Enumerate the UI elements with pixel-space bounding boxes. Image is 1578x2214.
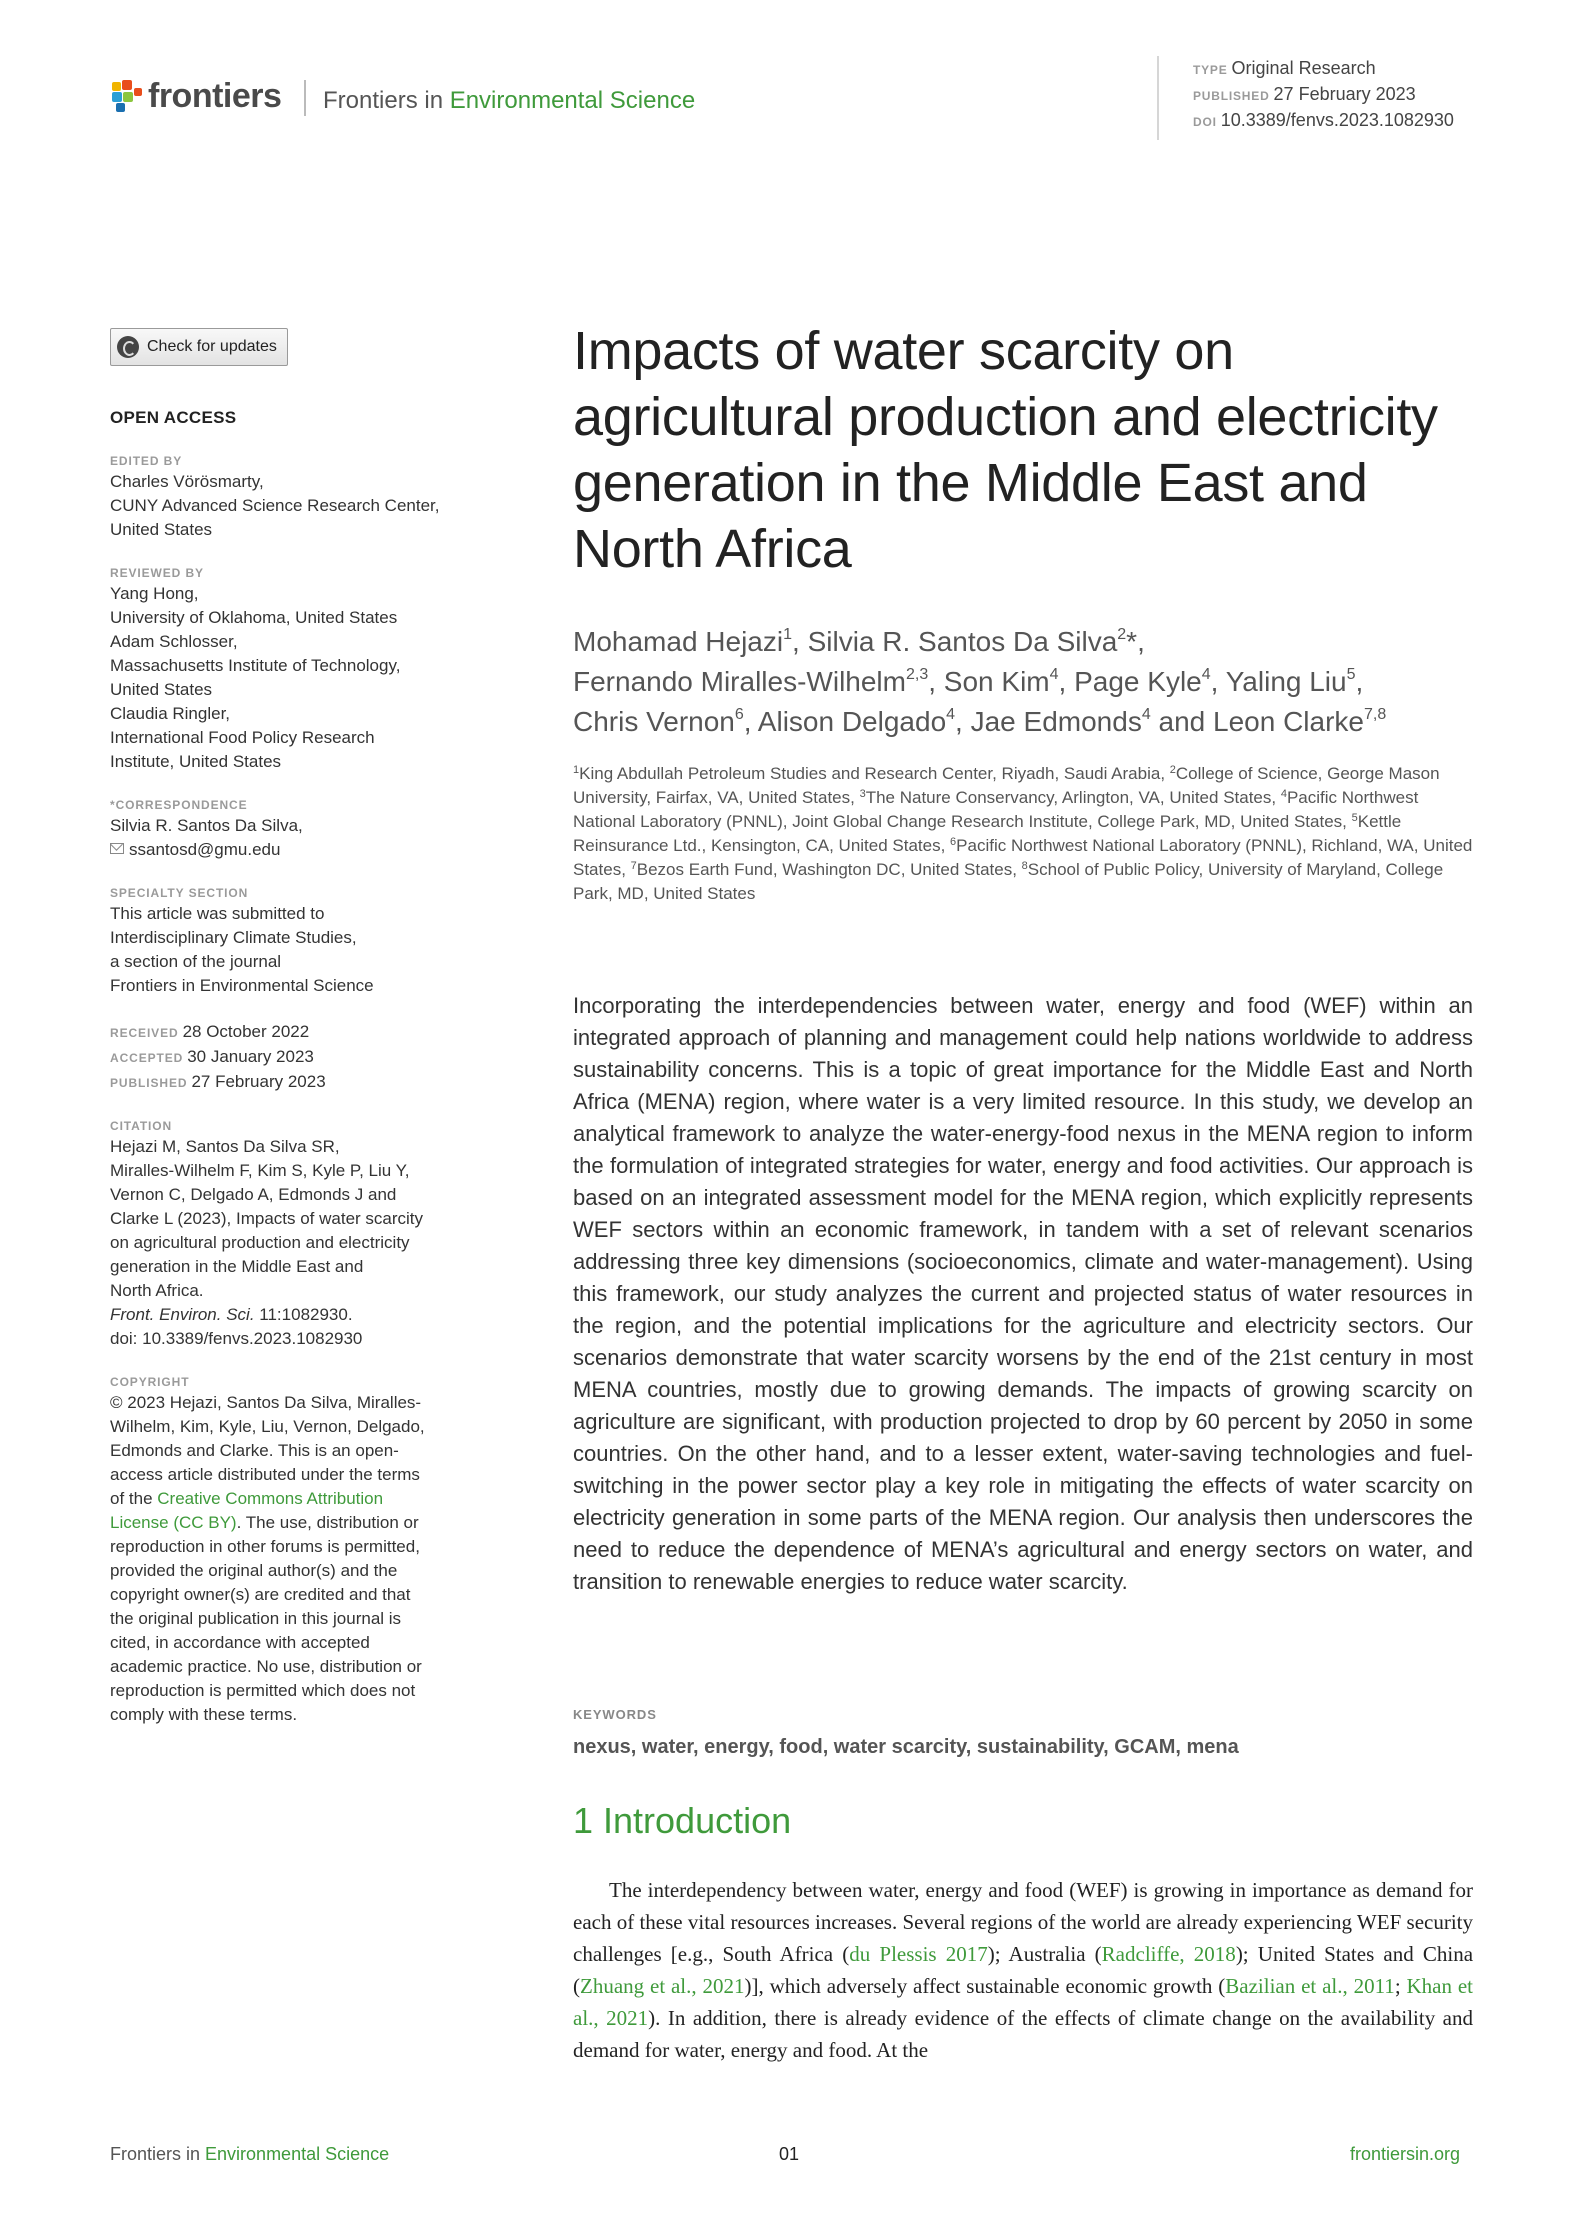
affiliation-number: 3 <box>859 788 866 800</box>
keywords-label: KEYWORDS <box>573 1707 657 1722</box>
citation-link[interactable]: du Plessis 2017 <box>849 1942 988 1966</box>
citation-journal-row <box>110 1303 480 1327</box>
author-name[interactable]: Silvia R. Santos Da Silva <box>807 626 1118 657</box>
article-title: Impacts of water scarcity on agricultural production and electricity generation in the Middle East and North Africa <box>573 321 1438 579</box>
affiliation-text: School of Public Policy, University of Maryland, College Park, MD, United States <box>573 860 1444 903</box>
dates-block <box>110 1020 480 1095</box>
author-affiliation-marker: 4 <box>1049 666 1059 683</box>
author-affiliation-marker: 5 <box>1346 666 1356 683</box>
intro-text: The interdependency between water, energy and food (WEF) is growing in importance as demand for each of these vital resources increases. Several regions of the world are already experiencing WEF security challenges [e.g., South Africa ( <box>573 1878 1473 1966</box>
citation-link[interactable]: Bazilian et al., 2011 <box>1225 1974 1395 1998</box>
affiliation-number: 5 <box>1351 812 1358 824</box>
correspondence-email-row[interactable] <box>110 838 480 862</box>
frontiers-logo-icon[interactable] <box>110 80 144 114</box>
author-separator: , <box>928 666 944 697</box>
abstract: Incorporating the interdependencies between water, energy and food (WEF) within an integrated approach of planning and management could help nations worldwide to address sustainability concerns. This is a topic of great importance for the Middle East and North Africa (MENA) region, where water is a very limited resource. In this study, we develop an analytical framework to analyze the water-energy-food nexus in the MENA region to inform the formulation of integrated strategies for water, energy and food activities. Our approach is based on an integrated assessment model for the MENA region, which explicitly represents WEF sectors within an economic framework, in tandem with a set of relevant scenarios addressing three key dimensions (socioeconomics, climate and water-management). Using this framework, our study analyzes the current and projected status of water resources in the region, and the potential implications for the agriculture and electricity sectors. Our scenarios demonstrate that water scarcity worsens by the end of the 21st century in most MENA countries, mostly due to growing demands. The impacts of growing scarcity on agriculture are significant, with production projected to drop by 60 percent by 2050 in some countries. On the other hand, and to a lesser extent, water-saving technologies and fuel-switching in the power sector play a key role in mitigating the effects of water scarcity on electricity generation in some parts of the MENA region. Our analysis then underscores the need to reduce the dependence of MENA’s agricultural and energy sectors on water, and transition to renewable energies to reduce water scarcity. <box>573 993 1473 1594</box>
specialty-section-label: SPECIALTY SECTION <box>110 886 249 900</box>
correspondence-name: Silvia R. Santos Da Silva, <box>110 816 303 835</box>
meta-type-label: TYPE <box>1193 63 1228 77</box>
author-separator: and <box>1150 706 1214 737</box>
intro-text: ); Australia ( <box>987 1942 1102 1966</box>
accepted-row <box>110 1045 480 1070</box>
author-affiliation-marker: 6 <box>734 706 744 723</box>
copyright-label: COPYRIGHT <box>110 1375 190 1389</box>
copyright-text-part-1: © 2023 Hejazi, Santos Da Silva, Miralles- Wilhelm, Kim, Kyle, Liu, Vernon, Delgado, Edmonds and Clarke. This is an open- access article distributed under the terms of the <box>110 1393 425 1508</box>
reviewed-by-label: REVIEWED BY <box>110 566 204 580</box>
accepted-label: ACCEPTED <box>110 1051 184 1065</box>
affiliation-text: Pacific Northwest National Laboratory (PNNL), Joint Global Change Research Institute, College Park, MD, United States, <box>573 788 1419 831</box>
affiliations <box>573 762 1473 906</box>
cc-license-link[interactable]: Creative Commons Attribution License (CC BY) <box>110 1489 384 1532</box>
footer-journal[interactable] <box>110 2144 389 2165</box>
correspondence-email[interactable]: ssantosd@gmu.edu <box>129 840 281 859</box>
author-separator: , <box>1355 666 1364 697</box>
author-name[interactable]: Son Kim <box>943 666 1050 697</box>
received-row <box>110 1020 480 1045</box>
author-separator: , <box>792 626 808 657</box>
reviewed-by-text: Yang Hong, University of Oklahoma, United States Adam Schlosser, Massachusetts Institute of Technology, United States Claudia Ringler, International Food Policy Research Institute, United States <box>110 584 401 771</box>
author-list <box>573 622 1473 742</box>
author-affiliation-marker: 7,8 <box>1364 706 1387 723</box>
header-divider <box>304 80 306 116</box>
citation-link[interactable]: Khan et al., 2021 <box>573 1974 1473 2030</box>
accepted-value: 30 January 2023 <box>187 1047 314 1066</box>
author-separator: , <box>743 706 758 737</box>
citation-volume: 11:1082930. <box>254 1305 353 1324</box>
intro-text: ). In addition, there is already evidence of the effects of climate change on the availability and demand for water, energy and food. At the <box>573 2006 1473 2062</box>
affiliation-text: King Abdullah Petroleum Studies and Research Center, Riyadh, Saudi Arabia, <box>579 764 1170 783</box>
intro-text: )], which adversely affect sustainable economic growth ( <box>744 1974 1226 1998</box>
author-name[interactable]: Alison Delgado <box>757 706 947 737</box>
check-for-updates-button[interactable] <box>110 328 288 366</box>
intro-text: ; <box>1394 1974 1407 1998</box>
article-sidebar <box>110 328 480 1727</box>
meta-type <box>1193 56 1454 82</box>
citation-text: Hejazi M, Santos Da Silva SR, Miralles-Wilhelm F, Kim S, Kyle P, Liu Y, Vernon C, Delgado A, Edmonds J and Clarke L (2023), Impacts of water scarcity on agricultural production and electricity generation in the Middle East and North Africa. <box>110 1137 424 1300</box>
author-separator: , <box>1058 666 1075 697</box>
frontiers-logo-text[interactable]: frontiers <box>148 77 282 115</box>
author-affiliation-marker: 4 <box>1141 706 1151 723</box>
meta-published <box>1193 82 1454 108</box>
author-separator: , <box>955 706 971 737</box>
meta-published-value: 27 February 2023 <box>1273 84 1416 104</box>
introduction-heading: 1 Introduction <box>573 1800 792 1841</box>
author-affiliation-marker: 2 <box>1117 626 1127 643</box>
keywords: nexus, water, energy, food, water scarcity, sustainability, GCAM, mena <box>573 1736 1239 1758</box>
article-meta <box>1157 56 1454 140</box>
author-separator: *, <box>1126 626 1145 657</box>
author-name[interactable]: Yaling Liu <box>1225 666 1347 697</box>
intro-text: ); United States and China ( <box>573 1942 1474 1998</box>
citation-block <box>110 1135 480 1351</box>
author-affiliation-marker: 4 <box>1201 666 1211 683</box>
citation-journal: Front. Environ. Sci. <box>110 1305 255 1324</box>
copyright-text <box>110 1391 480 1727</box>
affiliation-number: 7 <box>630 860 637 872</box>
footer-site-link[interactable]: frontiersin.org <box>1350 2144 1461 2164</box>
received-value: 28 October 2022 <box>182 1022 310 1041</box>
meta-doi-label: DOI <box>1193 115 1217 129</box>
footer-journal-suffix: Environmental Science <box>205 2144 390 2164</box>
meta-doi-value[interactable]: 10.3389/fenvs.2023.1082930 <box>1220 110 1454 130</box>
check-updates-label: Check for updates <box>147 338 277 355</box>
published-row <box>110 1070 480 1095</box>
published-value: 27 February 2023 <box>191 1072 326 1091</box>
affiliation-number: 1 <box>573 764 580 776</box>
mail-icon <box>110 843 124 854</box>
author-name[interactable]: Page Kyle <box>1074 666 1202 697</box>
edited-by-text: Charles Vörösmarty, CUNY Advanced Science Research Center, United States <box>110 472 440 539</box>
affiliation-text: Kettle Reinsurance Ltd., Kensington, CA, United States, <box>573 812 1402 855</box>
author-affiliation-marker: 4 <box>946 706 956 723</box>
author-name[interactable]: Fernando Miralles-Wilhelm <box>573 666 906 697</box>
journal-suffix: Environmental Science <box>449 87 696 114</box>
introduction-paragraph <box>573 1874 1473 2066</box>
open-access-label: OPEN ACCESS <box>110 408 237 427</box>
received-label: RECEIVED <box>110 1026 179 1040</box>
affiliation-text: Pacific Northwest National Laboratory (PNNL), Richland, WA, United States, <box>573 836 1473 879</box>
affiliation-number: 8 <box>1021 860 1028 872</box>
author-separator: , <box>1210 666 1226 697</box>
article-header <box>573 318 1473 906</box>
affiliation-text: The Nature Conservancy, Arlington, VA, United States, <box>865 788 1281 807</box>
affiliation-text: Bezos Earth Fund, Washington DC, United States, <box>636 860 1022 879</box>
page-number: 01 <box>779 2144 800 2164</box>
journal-prefix: Frontiers in <box>323 87 450 114</box>
page-header <box>0 0 1578 150</box>
published-label: PUBLISHED <box>110 1076 188 1090</box>
correspondence-label: *CORRESPONDENCE <box>110 798 248 812</box>
citation-doi[interactable]: doi: 10.3389/fenvs.2023.1082930 <box>110 1329 363 1348</box>
meta-doi <box>1193 108 1454 134</box>
specialty-section-text: This article was submitted to Interdisciplinary Climate Studies, a section of the journal Frontiers in Environmental Science <box>110 904 374 995</box>
author-name[interactable]: Chris Vernon <box>573 706 735 737</box>
author-name[interactable]: Leon Clarke <box>1213 706 1364 737</box>
citation-label: CITATION <box>110 1119 173 1133</box>
author-name[interactable]: Mohamad Hejazi <box>573 626 784 657</box>
author-affiliation-marker: 1 <box>783 626 793 643</box>
footer-journal-prefix: Frontiers in <box>110 2144 206 2164</box>
affiliation-number: 4 <box>1280 788 1287 800</box>
journal-name[interactable] <box>323 87 695 115</box>
citation-link[interactable]: Zhuang et al., 2021 <box>580 1974 745 1998</box>
check-updates-icon <box>117 336 139 358</box>
copyright-text-part-2: . The use, distribution or reproduction in other forums is permitted, provided the original author(s) and the copyright owner(s) are credited and that the original publication in this journal is cited, in accordance with accepted academic practice. No use, distribution or reproduction is permitted which does not comply with these terms. <box>110 1513 422 1724</box>
affiliation-number: 6 <box>950 836 957 848</box>
meta-published-label: PUBLISHED <box>1193 89 1270 103</box>
affiliation-text: College of Science, George Mason University, Fairfax, VA, United States, <box>573 764 1440 807</box>
affiliation-number: 2 <box>1169 764 1176 776</box>
meta-type-value: Original Research <box>1231 58 1376 78</box>
edited-by-label: EDITED BY <box>110 454 183 468</box>
author-affiliation-marker: 2,3 <box>905 666 929 683</box>
author-name[interactable]: Jae Edmonds <box>970 706 1142 737</box>
citation-link[interactable]: Radcliffe, 2018 <box>1101 1942 1236 1966</box>
